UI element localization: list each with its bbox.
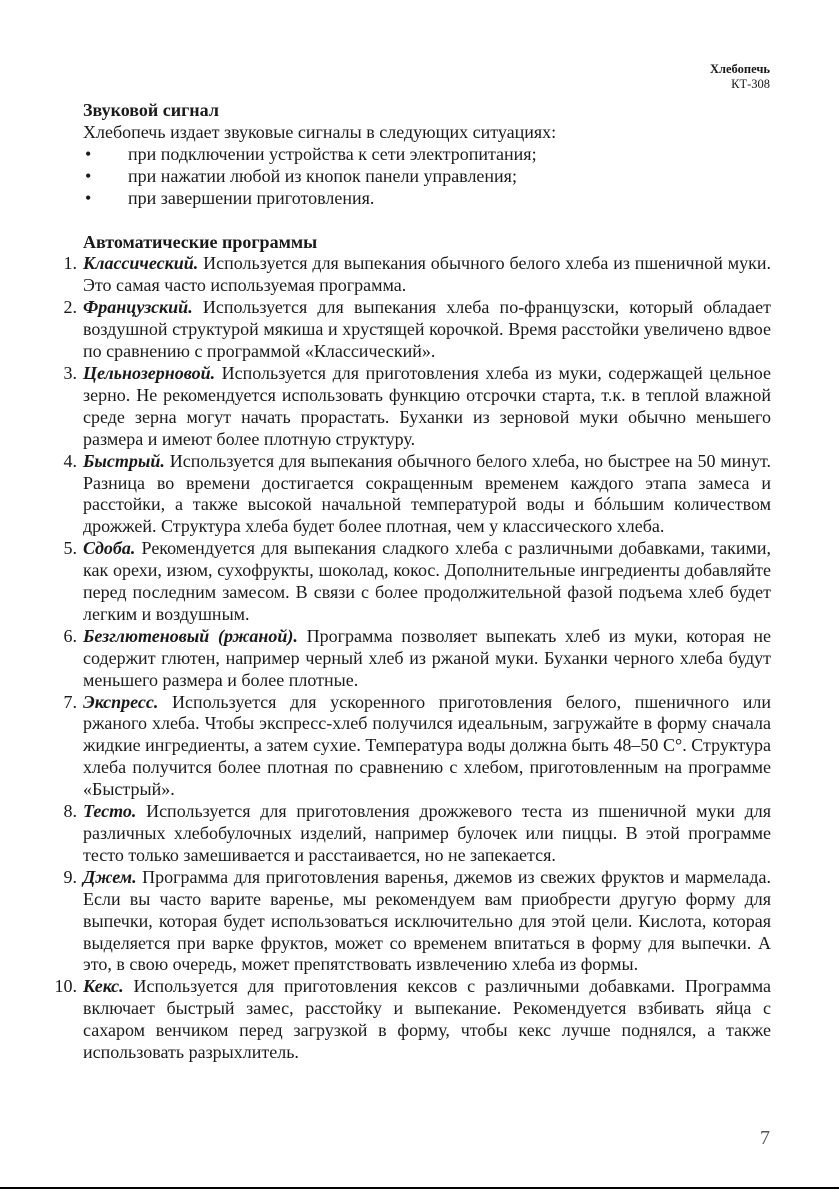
page-content xyxy=(54,100,771,1064)
bullet-text: при подключении устройства к сети электропитания; xyxy=(128,143,537,164)
bullet-icon: • xyxy=(85,187,92,208)
program-number: 10. xyxy=(54,976,77,997)
program-number: 2. xyxy=(63,297,77,318)
program-item xyxy=(63,450,771,539)
program-item xyxy=(63,538,771,626)
program-number: 3. xyxy=(63,362,77,383)
program-name: Кекс. xyxy=(83,976,124,997)
program-description: Используется для ускоренного приготовления белого, пшеничного или ржаного хлеба. Чтобы экспресс-хлеб получился идеальным, загружайте в форму сначала жидкие ингредиенты, а затем сухие. Температура воды должна быть 48–50 С°. Структура хлеба получится более плотная по сравнению с хлебом, приготовленным на программе «Быстрый». xyxy=(83,691,771,800)
sound-intro-text: Хлебопечь издает звуковые сигналы в следующих ситуациях: xyxy=(83,121,557,142)
program-description: Используется для приготовления дрожжевого теста из пшеничной муки для различных хлебобулочных изделий, например булочек или пиццы. В этой программе тесто только замешивается и расстаивается, но не запекается. xyxy=(83,801,771,865)
program-name: Сдоба. xyxy=(83,538,136,559)
program-description: Используется для выпекания обычного белого хлеба из пшеничной муки. Это самая часто используемая программа. xyxy=(83,253,771,296)
program-name: Тесто. xyxy=(83,801,137,822)
program-item xyxy=(63,801,771,867)
section-spacer xyxy=(83,210,771,232)
program-number: 6. xyxy=(63,625,77,646)
list-item xyxy=(83,166,771,188)
sound-bullet-list xyxy=(83,144,771,210)
program-description: Используется для выпекания хлеба по-французски, который обладает воздушной структурой мякиша и хрустящей корочкой. Время расстойки увеличено вдвое по сравнению с программой «Классический». xyxy=(83,297,771,362)
list-item xyxy=(83,188,771,210)
list-item xyxy=(83,144,771,166)
program-number: 4. xyxy=(63,450,77,471)
program-name: Джем. xyxy=(83,866,137,887)
program-number: 5. xyxy=(63,538,77,559)
program-name: Французский. xyxy=(83,297,193,318)
bullet-icon: • xyxy=(85,165,92,186)
program-description: Используется для выпекания обычного белого хлеба, но быстрее на 50 минут. Разница во времени достигается сокращенным временем каждого этапа замеса и расстойки, а также высокой начальной температурой воды и бóльшим количеством дрожжей. Структура хлеба будет более плотная, чем у классического хлеба. xyxy=(83,450,771,537)
program-item xyxy=(54,976,771,1064)
bullet-text: при нажатии любой из кнопок панели управления; xyxy=(128,165,517,186)
program-item xyxy=(63,297,771,363)
header-product-title: Хлебопечь xyxy=(709,62,770,76)
program-item xyxy=(63,362,771,451)
program-name: Цельнозерновой. xyxy=(83,362,216,383)
program-description: Программа позволяет выпекать хлеб из муки, которая не содержит глютен, например черный хлеб из ржаной муки. Буханки черного хлеба будут меньшего размера и более плотные. xyxy=(83,625,771,690)
program-name: Безглютеновый (ржаной). xyxy=(83,625,298,646)
program-number: 9. xyxy=(63,866,77,887)
program-item xyxy=(63,691,771,802)
program-item xyxy=(63,866,771,977)
program-number: 7. xyxy=(63,691,77,712)
bullet-icon: • xyxy=(85,143,92,164)
page-number: 7 xyxy=(760,1127,770,1149)
program-description: Используется для приготовления кексов с различными добавками. Программа включает быстрый замес, расстойку и выпекание. Рекомендуется взбивать яйца с сахаром венчиком перед загрузкой в форму, чтобы кекс лучше поднялся, а также использовать разрыхлитель. xyxy=(83,976,771,1063)
programs-section-title: Автоматические программы xyxy=(83,231,318,252)
programs-list xyxy=(54,253,771,1064)
bullet-text: при завершении приготовления. xyxy=(128,187,375,208)
program-name: Классический. xyxy=(83,253,199,274)
program-description: Рекомендуется для выпекания сладкого хлеба с различными добавками, такими, как орехи, изюм, сухофрукты, шоколад, кокос. Дополнительные ингредиенты добавляйте перед последним замесом. В связи с более продолжительной фазой подъема хлеб будет легким и воздушным. xyxy=(83,538,771,624)
program-description: Используется для приготовления хлеба из муки, содержащей цельное зерно. Не рекомендуется использовать функцию отсрочки старта, т.к. в теплой влажной среде зерна могут начать прорастать. Буханки из зерновой муки обычно меньшего размера и имеют более плотную структуру. xyxy=(83,362,771,449)
program-number: 1. xyxy=(63,253,77,274)
program-number: 8. xyxy=(63,801,77,822)
program-name: Экспресс. xyxy=(83,691,159,712)
running-header xyxy=(710,62,770,92)
program-name: Быстрый. xyxy=(83,450,165,471)
sound-section-title: Звуковой сигнал xyxy=(83,100,219,120)
program-item xyxy=(63,625,771,692)
program-item xyxy=(63,253,771,297)
header-model-number: КТ-308 xyxy=(731,77,770,91)
program-description: Программа для приготовления варенья, джемов из свежих фруктов и мармелада. Если вы часто варите варенье, мы рекомендуем вам приобрести другую форму для выпечки, которая будет использоваться исключительно для этой цели. Кислота, которая выделяется при варке фруктов, может со временем впитаться в форму для выпечки. А это, в свою очередь, может препятствовать извлечению хлеба из формы. xyxy=(83,866,771,975)
